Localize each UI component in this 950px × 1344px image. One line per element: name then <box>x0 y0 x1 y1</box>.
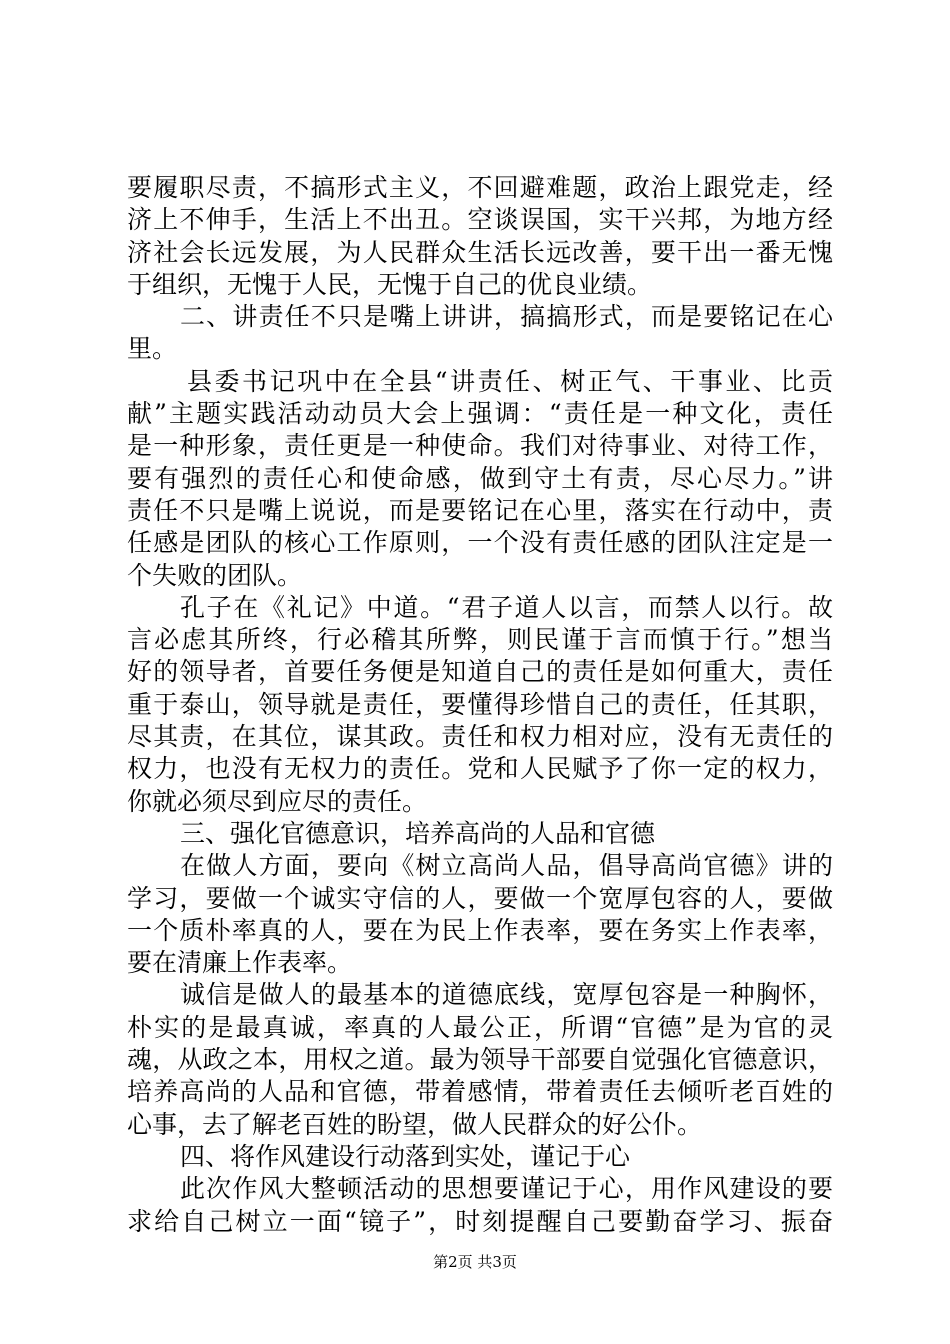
text-line: 孔子在《礼记》中道。“君子道人以言，而禁人以行。故 <box>180 592 833 622</box>
text-line: 于组织，无愧于人民，无愧于自己的优良业绩。 <box>127 269 653 299</box>
section-heading <box>127 1141 833 1173</box>
text-line: 济上不伸手，生活上不出丑。空谈误国，实干兴邦，为地方经 <box>127 205 833 235</box>
text-line: 在做人方面，要向《树立高尚人品，倡导高尚官德》讲的 <box>180 851 833 881</box>
paragraph <box>127 366 833 592</box>
text-line: 朴实的是最真诚，率真的人最公正，所谓“官德”是为官的灵 <box>127 1012 833 1042</box>
text-line: 要在清廉上作表率。 <box>127 948 353 978</box>
text-line: 权力，也没有无权力的责任。党和人民赋予了你一定的权力， <box>127 754 833 784</box>
text-line: 诚信是做人的最基本的道德底线，宽厚包容是一种胸怀， <box>180 980 833 1010</box>
text-line: 个失败的团队。 <box>127 560 303 590</box>
text-line: 要有强烈的责任心和使命感，做到守土有责，尽心尽力。”讲 <box>127 463 833 493</box>
paragraph <box>127 592 833 818</box>
text-line: 尽其责，在其位，谋其政。责任和权力相对应，没有无责任的 <box>127 722 833 752</box>
text-line: 言必虑其所终，行必稽其所弊，则民谨于言而慎于行。”想当 <box>127 625 833 655</box>
text-line: 培养高尚的人品和官德，带着感情，带着责任去倾听老百姓的 <box>127 1077 833 1107</box>
text-line: 是一种形象，责任更是一种使命。我们对待事业、对待工作， <box>127 431 833 461</box>
text-line: 里。 <box>127 334 178 364</box>
text-line: 责任不只是嘴上说说，而是要铭记在心里，落实在行动中，责 <box>127 495 833 525</box>
section-heading <box>127 301 833 366</box>
text-line: 你就必须尽到应尽的责任。 <box>127 786 428 816</box>
text-line: 好的领导者，首要任务便是知道自己的责任是如何重大，责任 <box>127 657 833 687</box>
text-line: 三、强化官德意识，培养高尚的人品和官德 <box>180 818 656 848</box>
text-line: 献”主题实践活动动员大会上强调：“责任是一种文化，责任 <box>127 399 833 429</box>
text-line: 济社会长远发展，为人民群众生活长远改善，要干出一番无愧 <box>127 237 833 267</box>
paragraph <box>127 979 833 1140</box>
page-number: 第2页 共3页 <box>433 1253 517 1271</box>
page-footer <box>0 1252 950 1272</box>
section-heading <box>127 818 833 850</box>
text-line: 四、将作风建设行动落到实处，谨记于心 <box>180 1141 631 1171</box>
text-line: 学习，要做一个诚实守信的人，要做一个宽厚包容的人，要做 <box>127 883 833 913</box>
text-line: 重于泰山，领导就是责任，要懂得珍惜自己的责任，任其职， <box>127 689 833 719</box>
text-line: 一个质朴率真的人，要在为民上作表率，要在务实上作表率， <box>127 915 833 945</box>
paragraph <box>127 1173 833 1238</box>
text-line: 心事，去了解老百姓的盼望，做人民群众的好公仆。 <box>127 1109 703 1139</box>
text-line: 二、讲责任不只是嘴上讲讲，搞搞形式，而是要铭记在心 <box>180 302 833 332</box>
text-line: 此次作风大整顿活动的思想要谨记于心，用作风建设的要 <box>180 1174 833 1204</box>
document-body <box>127 172 833 1238</box>
text-line: 任感是团队的核心工作原则，一个没有责任感的团队注定是一 <box>127 528 833 558</box>
text-line: 求给自己树立一面“镜子”，时刻提醒自己要勤奋学习、振奋 <box>127 1206 833 1236</box>
text-line: 要履职尽责，不搞形式主义，不回避难题，政治上跟党走，经 <box>127 173 833 202</box>
text-line: 县委书记巩中在全县“讲责任、树正气、干事业、比贡 <box>187 366 833 396</box>
paragraph <box>127 172 833 301</box>
paragraph <box>127 850 833 979</box>
text-line: 魂，从政之本，用权之道。最为领导干部要自觉强化官德意识， <box>127 1045 833 1075</box>
